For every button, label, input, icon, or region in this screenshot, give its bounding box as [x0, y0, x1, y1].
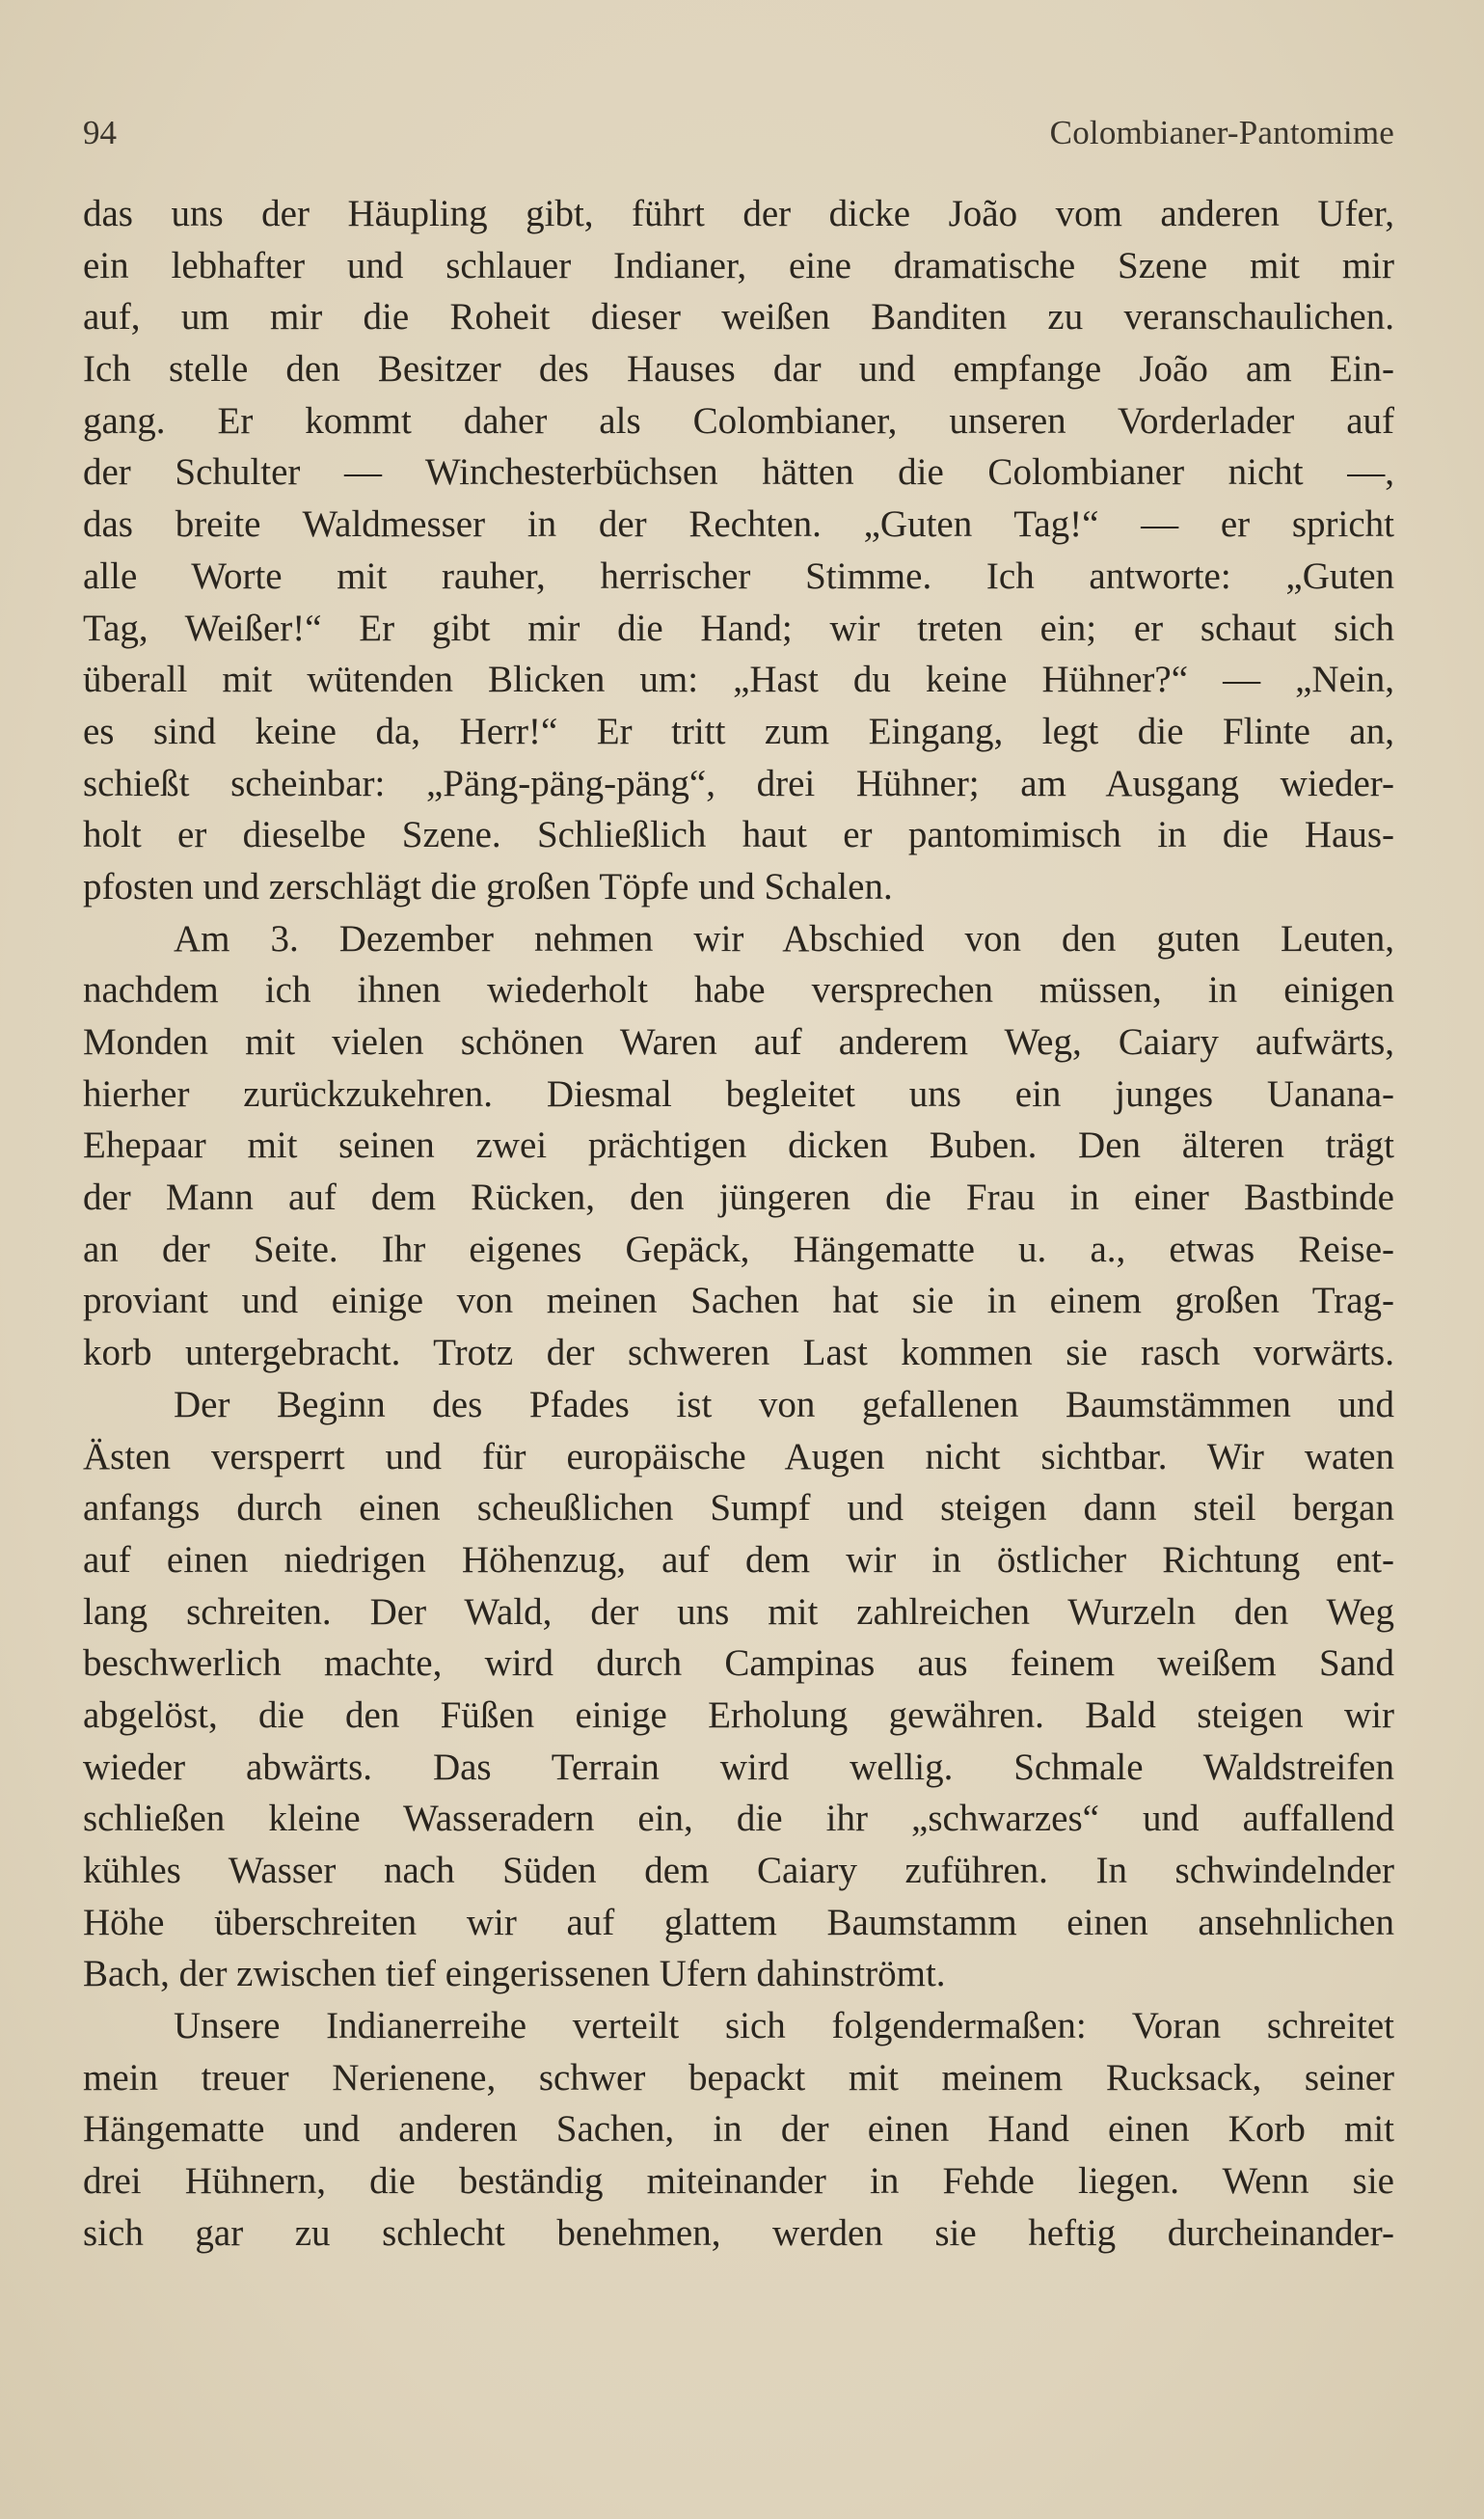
text-line: schießt scheinbar: „Päng-päng-päng“, drei Hühner; am Ausgang wieder- [83, 762, 1394, 804]
paragraph-3 [83, 1379, 1394, 2000]
text-line: mein treuer Nerienene, schwer bepackt mit meinem Rucksack, seiner [83, 2056, 1394, 2099]
text-line: nachdem ich ihnen wiederholt habe versprechen müssen, in einigen [83, 969, 1394, 1012]
text-line: abgelöst, die den Füßen einige Erholung gewähren. Bald steigen wir [83, 1693, 1394, 1736]
text-line: der Schulter — Winchesterbüchsen hätten die Colombianer nicht —, [83, 451, 1394, 494]
text-line: auf, um mir die Roheit dieser weißen Banditen zu veranschaulichen. [83, 296, 1394, 339]
text-line: Tag, Weißer!“ Er gibt mir die Hand; wir treten ein; er schaut sich [83, 607, 1394, 649]
text-line: Ästen versperrt und für europäische Augen nicht sichtbar. Wir waten [83, 1435, 1394, 1477]
paragraph-1 [83, 188, 1394, 913]
text-line: an der Seite. Ihr eigenes Gepäck, Hängematte u. a., etwas Reise- [83, 1228, 1394, 1270]
text-line: kühles Wasser nach Süden dem Caiary zuführen. In schwindelnder [83, 1850, 1394, 1891]
text-line: Bach, der zwischen tief eingerissenen Ufern dahinströmt. [83, 1953, 946, 1995]
text-line: alle Worte mit rauher, herrischer Stimme. Ich antworte: „Guten [83, 555, 1394, 597]
paragraph-4 [83, 2000, 1394, 2259]
paragraph-2 [83, 913, 1394, 1379]
text-line: das uns der Häupling gibt, führt der dicke João vom anderen Ufer, [83, 193, 1394, 234]
text-line: der Mann auf dem Rücken, den jüngeren die Frau in einer Bastbinde [83, 1177, 1394, 1219]
text-line: das breite Waldmesser in der Rechten. „Guten Tag!“ — er spricht [83, 503, 1394, 546]
text-line: holt er dieselbe Szene. Schließlich haut er pantomimisch in die Haus- [83, 814, 1394, 856]
text-line: korb untergebracht. Trotz der schweren Last kommen sie rasch vorwärts. [83, 1332, 1394, 1374]
text-line: Hängematte und anderen Sachen, in der einen Hand einen Korb mit [83, 2108, 1394, 2151]
running-head: Colombianer-Pantomime [1049, 114, 1394, 151]
text-line: pfosten und zerschlägt die großen Töpfe und Schalen. [83, 865, 893, 907]
text-line: es sind keine da, Herr!“ Er tritt zum Eingang, legt die Flinte an, [83, 710, 1394, 752]
text-line: drei Hühnern, die beständig miteinander in Fehde liegen. Wenn sie [83, 2160, 1394, 2203]
text-line: Der Beginn des Pfades ist von gefallenen Baumstämmen und [174, 1383, 1394, 1425]
text-line: auf einen niedrigen Höhenzug, auf dem wir in östlicher Richtung ent- [83, 1538, 1394, 1581]
text-line: überall mit wütenden Blicken um: „Hast du keine Hühner?“ — „Nein, [83, 659, 1394, 701]
text-line: Ich stelle den Besitzer des Hauses dar und empfange João am Ein- [83, 348, 1394, 391]
text-line: Am 3. Dezember nehmen wir Abschied von den guten Leuten, [174, 917, 1394, 960]
text-line: anfangs durch einen scheußlichen Sumpf und steigen dann steil bergan [83, 1487, 1394, 1530]
text-line: ein lebhafter und schlauer Indianer, eine dramatische Szene mit mir [83, 244, 1394, 286]
text-line: lang schreiten. Der Wald, der uns mit zahlreichen Wurzeln den Weg [83, 1590, 1394, 1633]
text-line: Ehepaar mit seinen zwei prächtigen dicken Buben. Den älteren trägt [83, 1124, 1394, 1167]
page-number: 94 [83, 114, 117, 151]
text-line: sich gar zu schlecht benehmen, werden sie heftig durcheinander- [83, 2211, 1394, 2254]
text-line: gang. Er kommt daher als Colombianer, unseren Vorderlader auf [83, 399, 1394, 442]
text-line: beschwerlich machte, wird durch Campinas aus feinem weißem Sand [83, 1642, 1394, 1685]
text-line: wieder abwärts. Das Terrain wird wellig. Schmale Waldstreifen [83, 1746, 1394, 1788]
text-line: Unsere Indianerreihe verteilt sich folgendermaßen: Voran schreitet [174, 2005, 1394, 2047]
page-header [83, 114, 1394, 160]
text-line: Höhe überschreiten wir auf glattem Baumstamm einen ansehnlichen [83, 1901, 1394, 1943]
text-line: schließen kleine Wasseradern ein, die ihr „schwarzes“ und auffallend [83, 1798, 1394, 1840]
body-text [83, 188, 1394, 2260]
text-line: hierher zurückzukehren. Diesmal begleitet uns ein junges Uanana- [83, 1072, 1394, 1115]
text-line: proviant und einige von meinen Sachen hat sie in einem großen Trag- [83, 1280, 1394, 1322]
text-line: Monden mit vielen schönen Waren auf anderem Weg, Caiary aufwärts, [83, 1021, 1394, 1063]
